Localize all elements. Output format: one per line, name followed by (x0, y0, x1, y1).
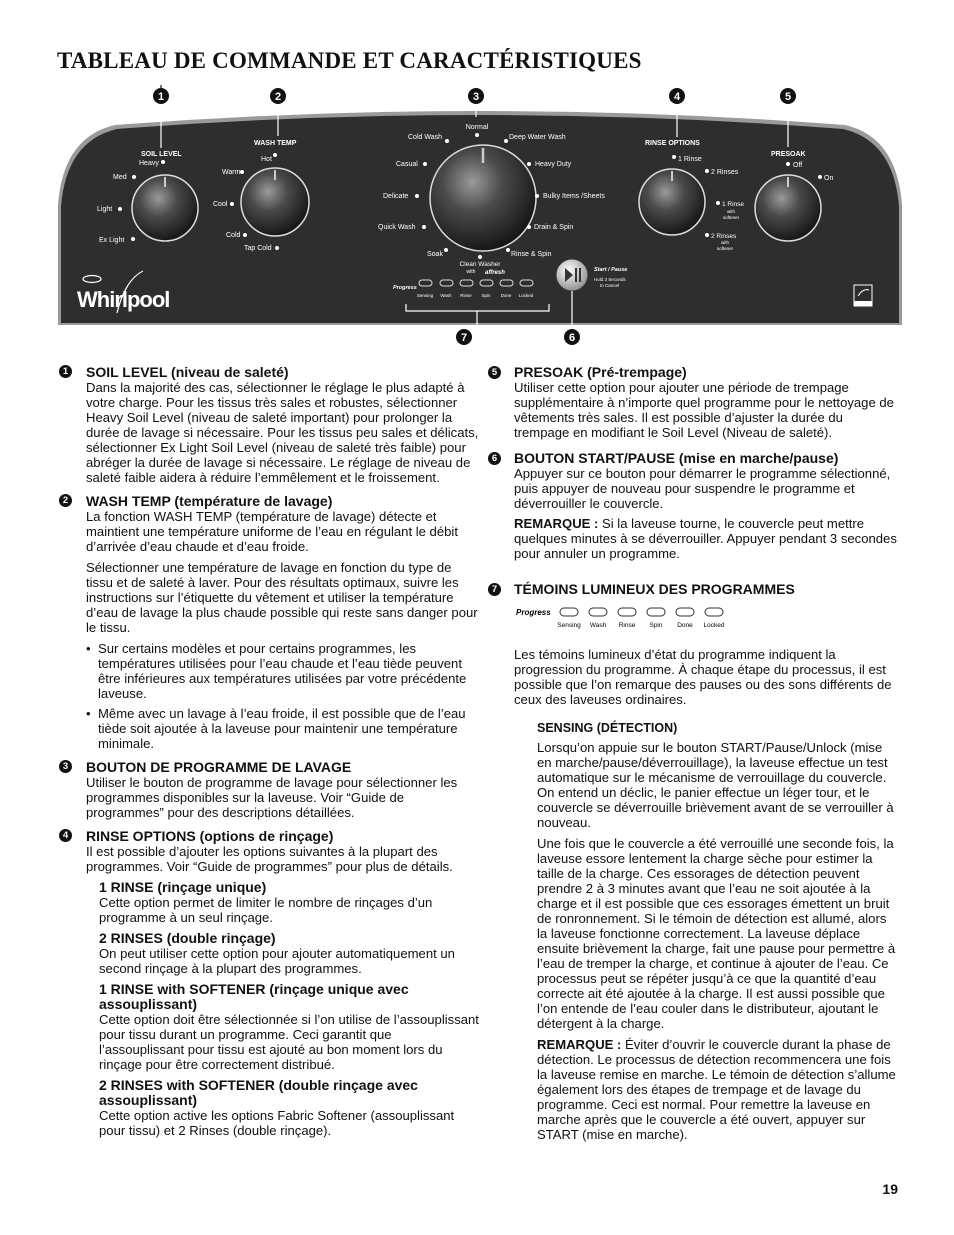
svg-text:5: 5 (784, 91, 792, 103)
svg-text:Heavy Duty: Heavy Duty (535, 161, 572, 168)
left-column (59, 364, 479, 1138)
svg-text:1 Rinse: 1 Rinse (678, 156, 702, 163)
section-badge-2: 2 (59, 494, 72, 507)
section-body: Appuyer sur ce bouton pour démarrer le programme sélectionné, puis appuyer de nouveau pour suspendre le programme et déverrouiller le couvercle. (514, 466, 891, 511)
svg-text:Rinse & Spin: Rinse & Spin (511, 251, 552, 258)
presoak-label: PRESOAK (771, 151, 806, 158)
section-paragraph: Sélectionner une température de lavage en fonction du type de tissu et de saleté à laver. Pour des résultats optimaux, suivre les instructions sur l’étiquette du vêtement et utiliser la température d’eau de lavage la plus chaude possible qui reste sans danger pour le tissu. (86, 560, 478, 635)
svg-text:Locked: Locked (703, 622, 725, 629)
svg-text:softener: softener (722, 215, 740, 220)
svg-text:Off: Off (793, 162, 803, 169)
rinse-options-label: RINSE OPTIONS (645, 140, 700, 147)
section-heading: BOUTON DE PROGRAMME DE LAVAGE (86, 759, 352, 775)
note-paragraph: REMARQUE : Éviter d’ouvrir le couvercle durant la phase de détection. Le processus de détection recommencera une fois la laveuse remise en marche. Le témoin de détection s’allume également lors des étapes de trempage et de lavage du programme. Ceci est normal. Pour remettre la laveuse en marche après que le couvercle a été ouvert, appuyer sur START (mise en marche). (537, 1037, 896, 1142)
svg-text:Wash: Wash (440, 293, 452, 298)
section-badge-4: 4 (59, 829, 72, 842)
presoak-knob[interactable] (755, 175, 821, 241)
svg-text:2 Rinses: 2 Rinses (711, 233, 737, 240)
option-body: Cette option active les options Fabric Softener (assouplissant pour tissu) et 2 Rinses (double rinçage). (99, 1108, 455, 1138)
svg-text:Deep Water Wash: Deep Water Wash (509, 134, 566, 141)
section-heading: SOIL LEVEL (niveau de saleté) (86, 364, 289, 380)
callout-badge-7 (456, 329, 472, 345)
svg-text:Hold 3 Seconds: Hold 3 Seconds (594, 277, 626, 282)
subsection-heading: SENSING (DÉTECTION) (537, 721, 678, 735)
section-wash-temp (59, 493, 479, 751)
svg-text:7: 7 (460, 332, 468, 344)
section-paragraph: La fonction WASH TEMP (température de lavage) détecte et maintient une température uniforme de l’eau en régulant le débit d’arrivée d’eau chaude et d’eau froide. (86, 509, 458, 554)
section-body: Dans la majorité des cas, sélectionner le réglage le plus adapté à votre charge. Pour les tissus très sales et robustes, sélectionner Heavy Soil Level (niveau de saleté important) pour prolonger la durée de lavage si nécessaire. Pour les tissus peu sales et délicats, sélectionner Ex Light Soil Level (niveau de saleté très faible) pour abréger la durée de lavage si nécessaire. Le réglage de niveau de saleté faible aidera à réduire l’emmêlement et le froissement. (86, 380, 479, 485)
svg-text:Quick Wash: Quick Wash (378, 224, 416, 231)
page-title: TABLEAU DE COMMANDE ET CARACTÉRISTIQUES (57, 48, 642, 73)
wash-temp-label: WASH TEMP (254, 140, 297, 147)
start-pause-button[interactable] (556, 259, 588, 291)
svg-text:with: with (466, 269, 476, 275)
svg-text:Locked: Locked (518, 293, 534, 298)
svg-text:Cold: Cold (226, 232, 241, 239)
svg-text:Med: Med (113, 174, 127, 181)
section-badge-6: 6 (488, 452, 501, 465)
section-body: Utiliser cette option pour ajouter une période de trempage supplémentaire à n’importe quel programme pour le nettoyage de vêtements très sales. Il est possible d’ajuster la durée du trempage en modifiant le Soil Level (Niveau de saleté). (514, 380, 894, 440)
svg-text:affresh: affresh (485, 270, 505, 276)
svg-text:Bulky Items /Sheets: Bulky Items /Sheets (543, 193, 605, 200)
section-rinse-options (59, 828, 479, 1138)
section-body: Il est possible d’ajouter les options suivantes à la plupart des programmes. Voir “Guide de programmes” pour plus de détails. (86, 844, 453, 874)
svg-text:Start / Pause: Start / Pause (594, 267, 628, 273)
bullet-item: • Sur certains modèles et pour certains programmes, les températures utilisées pour l’eau chaude et l’eau tiède peuvent être inférieures aux températures utilisées par votre précédente laveuse. (86, 641, 479, 701)
svg-text:Soak: Soak (427, 251, 443, 258)
svg-text:softener: softener (716, 246, 734, 251)
svg-text:Hot: Hot (261, 156, 272, 163)
svg-text:Normal: Normal (465, 124, 489, 131)
section-badge-1: 1 (59, 365, 72, 378)
svg-text:Drain & Spin: Drain & Spin (534, 224, 574, 231)
option-heading: 1 RINSE with SOFTENER (rinçage unique avec assouplissant) (99, 981, 409, 1012)
bullet-item: • Même avec un lavage à l’eau froide, il est possible que de l’eau tiède soit ajoutée à la laveuse pour maintenir une température minimale. (86, 706, 479, 751)
option-body: Cette option doit être sélectionnée si l’on utilise de l’assouplissant pour tissu durant un programme. Ceci garantit que l’assouplissant pour tissu est ajouté au bon moment lors du rinçage pour être correctement distribué. (99, 1012, 479, 1072)
control-panel-illustration (55, 85, 905, 350)
section-heading: PRESOAK (Pré-trempage) (514, 364, 687, 380)
svg-text:Progress: Progress (393, 285, 417, 291)
svg-text:Rinse: Rinse (618, 622, 636, 629)
svg-text:Casual: Casual (396, 161, 418, 168)
section-soil-level (59, 364, 479, 485)
svg-text:Sensing: Sensing (557, 622, 581, 629)
svg-text:1 Rinse: 1 Rinse (722, 201, 745, 208)
section-cycle-knob (59, 759, 479, 820)
callout-badge-4 (669, 88, 685, 104)
option-heading: 2 RINSES with SOFTENER (double rinçage avec assouplissant) (99, 1077, 418, 1108)
section-progress-lights (488, 581, 898, 1142)
wash-temp-knob[interactable] (241, 168, 309, 236)
callout-badge-6 (564, 329, 580, 345)
section-badge-5: 5 (488, 366, 501, 379)
svg-text:1: 1 (157, 91, 165, 103)
svg-text:Clean Washer: Clean Washer (459, 261, 501, 268)
section-badge-3: 3 (59, 760, 72, 773)
svg-text:Ex Light: Ex Light (99, 237, 125, 244)
option-body: Cette option permet de limiter le nombre de rinçages d’un programme à un seul rinçage. (99, 895, 433, 925)
section-heading: RINSE OPTIONS (options de rinçage) (86, 828, 334, 844)
callout-badge-2 (270, 88, 286, 104)
section-body: Les témoins lumineux d’état du programme indiquent la progression du programme. À chaque étape du processus, il est possible que l’on remarque des pauses ou des sons différents de ceux des laveuses ordinaires. (514, 647, 892, 707)
svg-text:Spin: Spin (649, 622, 663, 629)
svg-text:On: On (824, 175, 834, 182)
cycle-selector-knob[interactable] (430, 145, 536, 251)
option-heading: 1 RINSE (rinçage unique) (99, 879, 267, 895)
note-paragraph: REMARQUE : Si la laveuse tourne, le couvercle peut mettre quelques minutes à se déverrouiller. Appuyer pendant 3 secondes pour annuler un programme. (514, 516, 897, 561)
svg-text:Spin: Spin (481, 293, 491, 298)
soil-level-label: SOIL LEVEL (141, 151, 182, 158)
svg-text:Progress: Progress (516, 608, 551, 617)
page-number: 19 (882, 1181, 898, 1197)
svg-text:Done: Done (500, 293, 512, 298)
callout-badge-1 (153, 88, 169, 104)
section-heading: BOUTON START/PAUSE (mise en marche/pause) (514, 450, 839, 466)
option-heading: 2 RINSES (double rinçage) (99, 930, 276, 946)
svg-text:Warm: Warm (222, 169, 241, 176)
svg-text:Sensing: Sensing (416, 293, 434, 298)
svg-text:2 Rinses: 2 Rinses (711, 169, 739, 176)
svg-text:Cool: Cool (213, 201, 228, 208)
svg-text:Whirlpool: Whirlpool (77, 287, 170, 312)
section-heading: WASH TEMP (température de lavage) (86, 493, 333, 509)
section-presoak (488, 364, 898, 440)
section-start-pause (488, 450, 898, 561)
section-heading: TÉMOINS LUMINEUX DES PROGRAMMES (514, 581, 795, 597)
section-paragraph: Une fois que le couvercle a été verrouillé une seconde fois, la laveuse essore lentement la charge sèche pour estimer la taille de la charge. Ces essorages de détection peuvent prendre 2 à 3 minutes avant que l’eau ne soit ajoutée à la charge et il est possible que ces essorages émettent un bruit de ronronnement. Si le témoin de détection est allumé, alors la laveuse fonctionne correctement. La laveuse déplace ensuite brièvement la charge, fait une pause pour permettre à l’eau de tremper la charge, et continue à ajouter de l’eau. Ce processus peut se répéter jusqu’à ce que la quantité d’eau correcte ait été ajoutée à la charge. Il est aussi possible que l’on entende de l’eau couler dans le distributeur, ajoutant le détergent à la charge. (537, 836, 896, 1031)
svg-text:Done: Done (677, 622, 693, 629)
soil-level-knob[interactable] (132, 175, 198, 241)
right-column (488, 364, 898, 1142)
svg-text:to Cancel: to Cancel (600, 283, 620, 288)
progress-lights-illustration (514, 603, 744, 633)
section-paragraph: Lorsqu’on appuie sur le bouton START/Pause/Unlock (mise en marche/pause/déverrouillage), la laveuse effectue un test automatique sur le mécanisme de verrouillage du couvercle. On entend un déclic, le panier effectue un léger tour, et le couvercle se déverrouille brièvement avant de se verrouiller à nouveau. (537, 740, 894, 830)
svg-text:with: with (720, 240, 730, 245)
svg-text:6: 6 (568, 332, 576, 344)
svg-text:4: 4 (673, 91, 681, 103)
option-body: On peut utiliser cette option pour ajouter automatiquement un second rinçage à la plupart des programmes. (99, 946, 455, 976)
svg-text:2: 2 (274, 91, 282, 103)
svg-text:with: with (726, 209, 736, 214)
section-body: Utiliser le bouton de programme de lavage pour sélectionner les programmes disponibles sur la laveuse. Voir “Guide de programmes” pour des descriptions détaillées. (86, 775, 458, 820)
svg-text:Heavy: Heavy (139, 160, 159, 167)
svg-text:Wash: Wash (589, 622, 607, 629)
rinse-options-knob[interactable] (639, 169, 705, 235)
svg-text:Tap Cold: Tap Cold (244, 245, 272, 252)
svg-text:3: 3 (472, 91, 480, 103)
callout-badge-3 (468, 88, 484, 104)
svg-text:Light: Light (97, 206, 113, 213)
callout-badge-5 (780, 88, 796, 104)
svg-text:Cold Wash: Cold Wash (408, 134, 442, 141)
svg-text:Rinse: Rinse (460, 293, 472, 298)
section-badge-7: 7 (488, 583, 501, 596)
svg-text:Delicate: Delicate (383, 193, 409, 200)
